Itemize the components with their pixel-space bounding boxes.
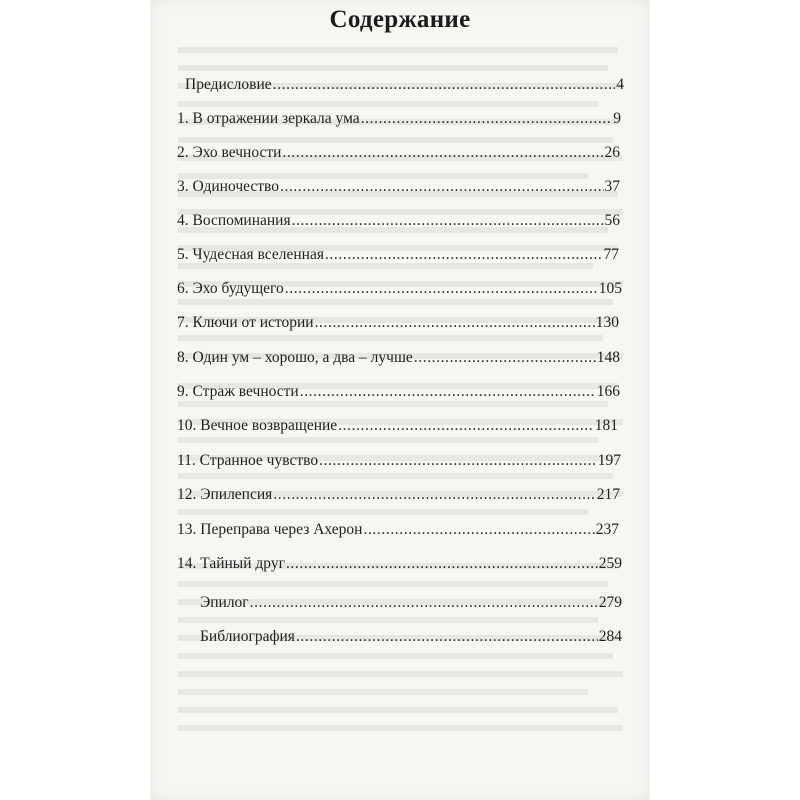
toc-entry	[177, 417, 618, 435]
dot-leader	[325, 246, 603, 264]
toc-entry-page: 9	[613, 110, 621, 127]
toc-entry-label: 11. Странное чувство	[177, 452, 319, 469]
show-through-text	[178, 560, 630, 750]
toc-entry	[177, 280, 622, 298]
toc-entry-page: 217	[596, 486, 620, 503]
dot-leader	[250, 594, 598, 612]
toc-entry-label: Предисловие	[185, 76, 272, 93]
toc-entry-page: 26	[604, 144, 620, 161]
toc-entry-page: 77	[603, 246, 619, 263]
toc-entry-page: 56	[604, 212, 620, 229]
toc-entry	[200, 628, 622, 646]
toc-entry-label: 10. Вечное возвращение	[177, 417, 338, 434]
dot-leader	[315, 314, 595, 332]
dot-leader	[300, 383, 596, 401]
toc-entry-page: 105	[598, 280, 622, 297]
dot-leader	[273, 486, 595, 504]
toc-entry-page: 181	[594, 417, 618, 434]
toc-entry-label: Эпилог	[200, 594, 249, 611]
show-through-lines	[178, 560, 630, 750]
toc-entry	[177, 314, 619, 332]
toc-entry-label: 9. Страж вечности	[177, 383, 299, 400]
page-title: Содержание	[329, 6, 471, 33]
toc-entry	[177, 349, 620, 367]
toc-entry-page: 279	[598, 594, 622, 611]
dot-leader	[296, 628, 598, 646]
toc-entry-page: 284	[598, 628, 622, 645]
dot-leader	[338, 417, 594, 435]
toc-entry	[185, 76, 624, 94]
toc-entry-label: 14. Тайный друг	[177, 555, 285, 572]
book-page	[150, 0, 650, 800]
toc-entry-page: 259	[598, 555, 622, 572]
toc-entry	[177, 246, 619, 264]
toc-entry-page: 148	[596, 349, 620, 366]
toc-entry-page: 166	[596, 383, 620, 400]
dot-leader	[273, 76, 616, 94]
toc-entry-label: 7. Ключи от истории	[177, 314, 314, 331]
dot-leader	[363, 521, 594, 539]
dot-leader	[280, 178, 604, 196]
toc-entry-label: 2. Эхо вечности	[177, 144, 282, 161]
dot-leader	[319, 452, 597, 470]
toc-entry-label: Библиография	[200, 628, 295, 645]
dot-leader	[361, 110, 613, 128]
toc-entry-label: 6. Эхо будущего	[177, 280, 284, 297]
toc-entry-page: 37	[604, 178, 620, 195]
toc-entry-label: 1. В отражении зеркала ума	[177, 110, 360, 127]
toc-entry	[177, 521, 619, 539]
toc-entry-page: 237	[595, 521, 619, 538]
toc-entry-label: 8. Один ум – хорошо, а два – лучше	[177, 349, 413, 366]
toc-entry-label: 4. Воспоминания	[177, 212, 291, 229]
dot-leader	[414, 349, 596, 367]
toc-entry	[177, 383, 620, 401]
dot-leader	[285, 280, 598, 298]
toc-entry	[177, 110, 621, 128]
toc-entry-label: 3. Одиночество	[177, 178, 279, 195]
toc-entry-label: 12. Эпилепсия	[177, 486, 273, 503]
toc-entry	[200, 594, 622, 612]
toc-entry-page: 130	[595, 314, 619, 331]
toc-entry	[177, 452, 621, 470]
dot-leader	[282, 144, 603, 162]
toc-entry	[177, 144, 620, 162]
dot-leader	[292, 212, 604, 230]
toc-entry	[177, 486, 620, 504]
toc-entry	[177, 555, 622, 573]
toc-entry	[177, 178, 620, 196]
toc-entry-page: 197	[597, 452, 621, 469]
toc-entry-page: 4	[616, 76, 624, 93]
toc-entry-label: 13. Переправа через Ахерон	[177, 521, 363, 538]
toc-entry-label: 5. Чудесная вселенная	[177, 246, 324, 263]
dot-leader	[286, 555, 598, 573]
toc-entry	[177, 212, 620, 230]
